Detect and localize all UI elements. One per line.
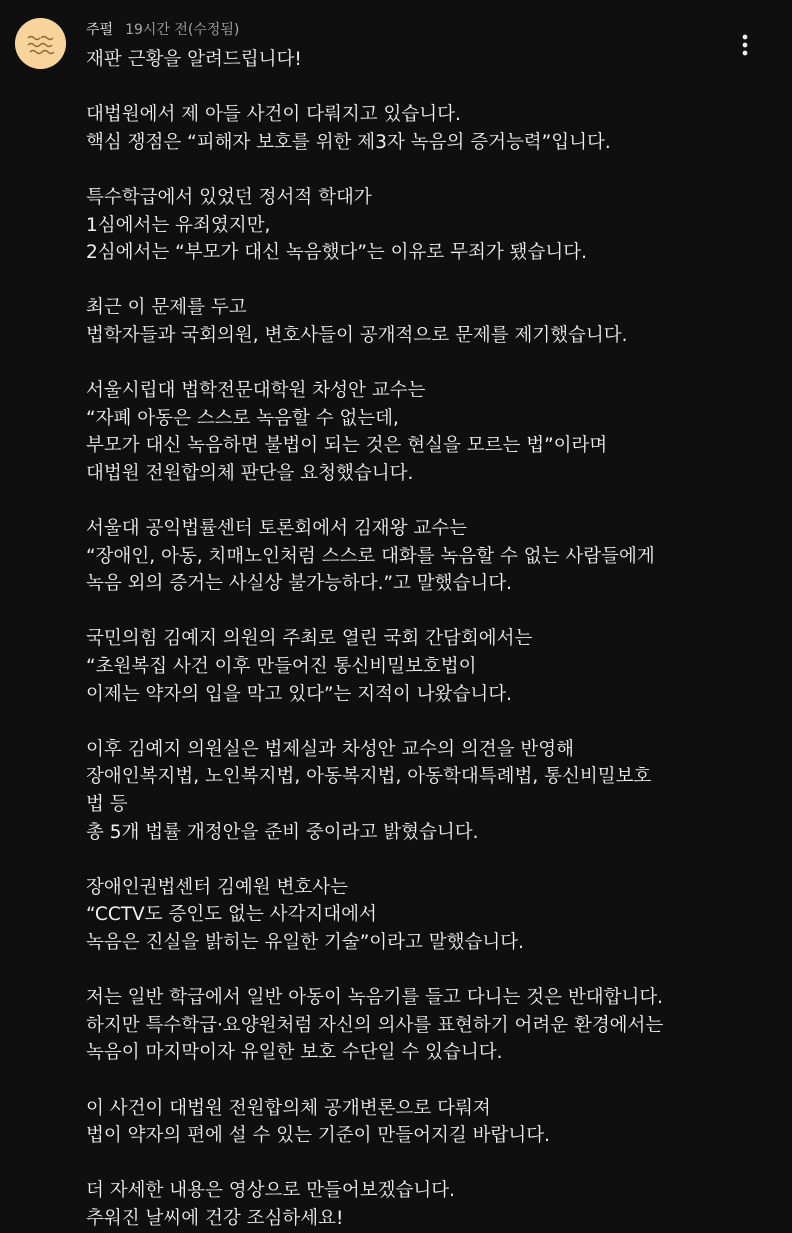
comment-line: 장애인권법센터 김예원 변호사는 (86, 876, 348, 898)
comment-line: 재판 근황을 알려드립니다! (86, 49, 302, 70)
comment-line: 총 5개 법률 개정안을 준비 중이라고 밝혔습니다. (86, 821, 479, 843)
comment-line: 녹음은 진실을 밝히는 유일한 기술”이라고 말했습니다. (86, 932, 525, 953)
comment-text (86, 46, 766, 1233)
comment-line: 1심에서는 유죄였지만, (86, 214, 271, 236)
comment-line: “장애인, 아동, 치매노인처럼 스스로 대화를 녹음할 수 없는 사람들에게 (86, 545, 655, 567)
comment-line: 국민의힘 김예지 의원의 주최로 열린 국회 간담회에서는 (86, 628, 533, 650)
paragraph-gap (86, 957, 766, 985)
author-name[interactable]: 주펄 (86, 22, 114, 38)
comment-line: “CCTV도 증인도 없는 사각지대에서 (86, 904, 377, 926)
paragraph-gap (86, 598, 766, 626)
paragraph-gap (86, 74, 766, 102)
comment-line: 하지만 특수학급·요양원처럼 자신의 의사를 표현하기 어려운 환경에서는 (86, 1014, 664, 1036)
avatar-face-icon (15, 18, 66, 69)
comment-line: 추워진 날씨에 건강 조심하세요! (86, 1207, 344, 1229)
comment-line: 최근 이 문제를 두고 (86, 297, 247, 319)
comment-timestamp[interactable]: 19시간 전(수정됨) (125, 22, 240, 38)
paragraph-gap (86, 156, 766, 184)
comment-line: 법학자들과 국회의원, 변호사들이 공개적으로 문제를 제기했습니다. (86, 324, 628, 346)
paragraph-gap (86, 1067, 766, 1095)
comment-line: 2심에서는 “부모가 대신 녹음했다”는 이유로 무죄가 됐습니다. (86, 242, 588, 264)
comment-line: 이 사건이 대법원 전원합의체 공개변론으로 다뤄져 (86, 1097, 491, 1119)
comment-line: 이제는 약자의 입을 막고 있다”는 지적이 나왔습니다. (86, 683, 513, 705)
comment-line: 대법원 전원합의체 판단을 요청했습니다. (86, 462, 414, 484)
comment-line: 녹음 외의 증거는 사실상 불가능하다.”고 말했습니다. (86, 573, 513, 595)
comment-line: 저는 일반 학급에서 일반 아동이 녹음기를 들고 다니는 것은 반대합니다. (86, 987, 664, 1009)
comment-line: 서울시립대 법학전문대학원 차성안 교수는 (86, 380, 426, 402)
comment-line: 부모가 대신 녹음하면 불법이 되는 것은 현실을 모르는 법”이라며 (86, 435, 608, 457)
paragraph-gap (86, 846, 766, 874)
avatar[interactable] (15, 18, 66, 69)
comment-line: 녹음이 마지막이자 유일한 보호 수단일 수 있습니다. (86, 1042, 503, 1064)
comment-line: 핵심 쟁점은 “피해자 보호를 위한 제3자 녹음의 증거능력”입니다. (86, 131, 611, 153)
comment-line: “초원복집 사건 이후 만들어진 통신비밀보호법이 (86, 656, 477, 678)
comment-line: 장애인복지법, 노인복지법, 아동복지법, 아동학대특례법, 통신비밀보호 (86, 766, 652, 788)
comment-header (86, 20, 239, 40)
paragraph-gap (86, 350, 766, 378)
comment-line: 법이 약자의 편에 설 수 있는 기준이 만들어지길 바랍니다. (86, 1125, 550, 1147)
paragraph-gap (86, 1150, 766, 1178)
paragraph-gap (86, 488, 766, 516)
comment-line: 대법원에서 제 아들 사건이 다뤄지고 있습니다. (86, 104, 461, 126)
comment-line: 이후 김예지 의원실은 법제실과 차성안 교수의 의견을 반영해 (86, 738, 574, 760)
paragraph-gap (86, 267, 766, 295)
comment-line: 법 등 (86, 794, 128, 816)
comment-line: 서울대 공익법률센터 토론회에서 김재왕 교수는 (86, 518, 467, 540)
comment-line: 더 자세한 내용은 영상으로 만들어보겠습니다. (86, 1180, 455, 1202)
comment-line: “자폐 아동은 스스로 녹음할 수 없는데, (86, 407, 399, 429)
paragraph-gap (86, 708, 766, 736)
comment-line: 특수학급에서 있었던 정서적 학대가 (86, 186, 372, 208)
